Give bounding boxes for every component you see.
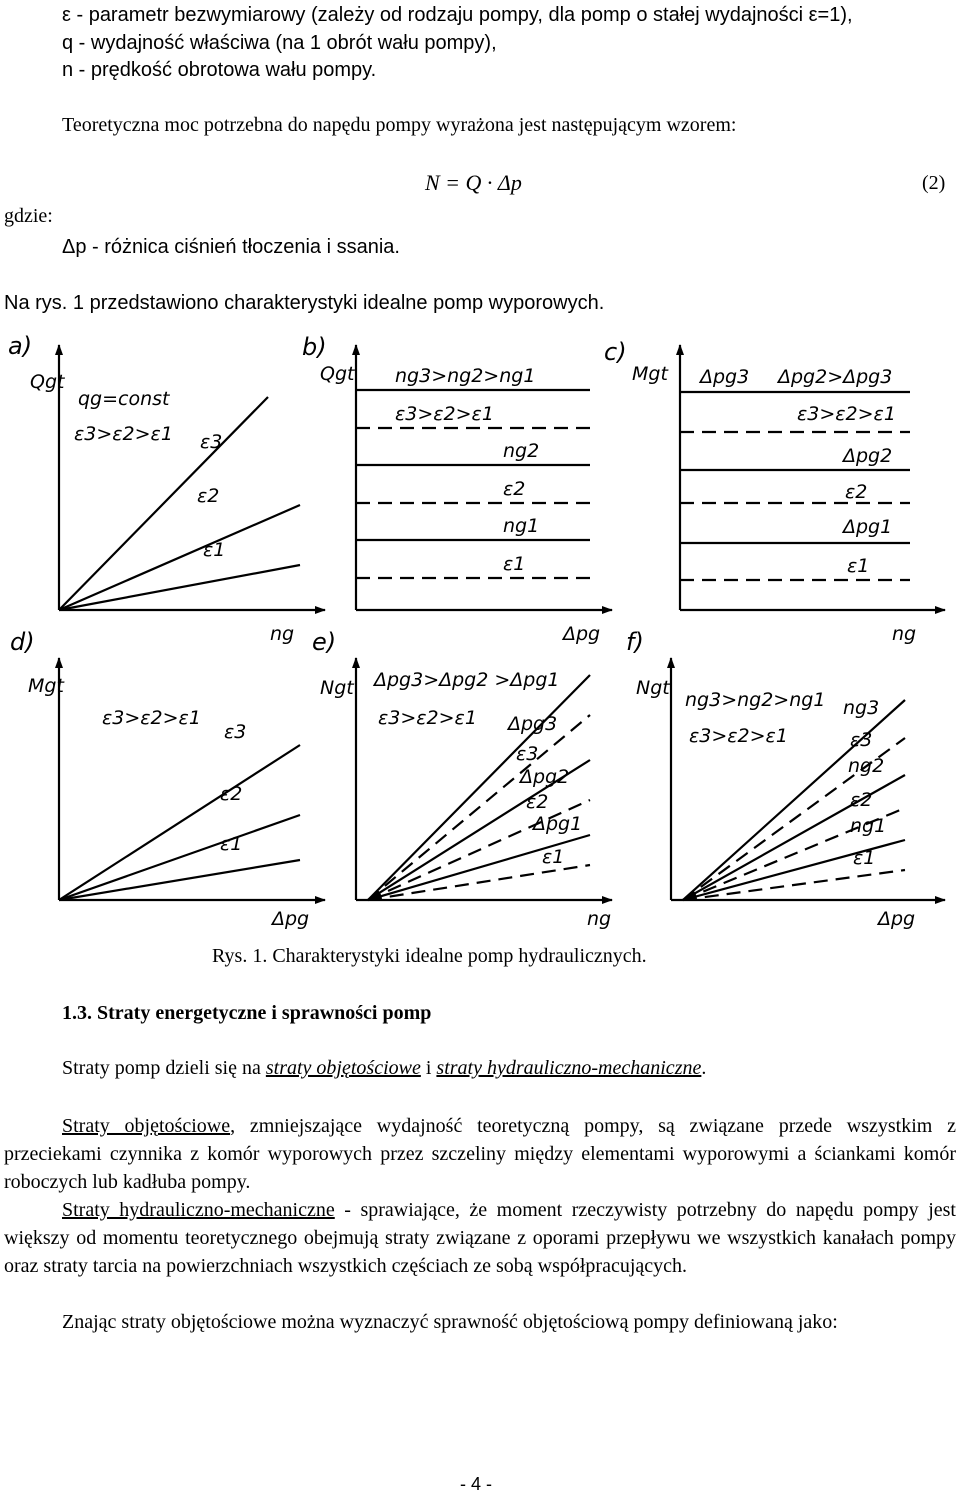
volumetric-losses-text: , zmniejszające wydajność teoretyczną pompy, są związane przede wszystkim z przeciekami czynnika z komór wyporowych przez szczeliny między elementami wyporowymi a ściankami komór roboczych lub kadłuba pompy. — [4, 1115, 956, 1193]
panel-a-note1: qg=const — [78, 388, 170, 410]
panel-f-eps1: ε1 — [853, 847, 876, 869]
panel-d-eps1: ε1 — [220, 833, 243, 855]
panel-c-dpg1: Δpg1 — [843, 516, 893, 538]
param-epsilon-line: ε - parametr bezwymiarowy (zależy od rodzaju pompy, dla pomp o stałej wydajności ε=1), — [62, 4, 853, 26]
panel-e-note1: Δpg3>Δpg2 >Δpg1 — [374, 669, 560, 691]
volumetric-losses-paragraph — [4, 1112, 956, 1196]
panel-f-eps3: ε3 — [850, 729, 873, 751]
figure-caption: Rys. 1. Charakterystyki idealne pomp hydraulicznych. — [212, 945, 647, 967]
panel-d-eps3: ε3 — [224, 721, 247, 743]
panel-f-note2: ε3>ε2>ε1 — [689, 725, 788, 747]
panel-c-note2: ε3>ε2>ε1 — [797, 403, 896, 425]
panel-e-yaxis: Ngt — [320, 677, 354, 699]
panel-b-note2: ε3>ε2>ε1 — [395, 403, 494, 425]
panel-c-eps2: ε2 — [845, 481, 868, 503]
panel-e-letter: e) — [312, 628, 337, 656]
panel-c-top1: Δpg3 — [700, 366, 750, 388]
power-intro-line: Teoretyczna moc potrzebna do napędu pompy wyrażona jest następującym wzorem: — [62, 114, 737, 136]
panel-f-xaxis-top: ng — [892, 623, 917, 645]
panel-f-letter: f) — [626, 628, 644, 656]
losses-intro-and: i — [420, 1057, 437, 1079]
losses-intro-period: . — [701, 1057, 707, 1079]
panel-f-note1: ng3>ng2>ng1 — [685, 689, 826, 711]
panel-f-ng2: ng2 — [848, 755, 885, 777]
formula: N = Q · Δp — [425, 170, 522, 195]
panel-b-ng1: ng1 — [503, 515, 540, 537]
volumetric-efficiency-paragraph: Znając straty objętościowe można wyznaczyć sprawność objętościową pompy definiowaną jako: — [62, 1311, 838, 1333]
panel-e-dpg2: Δpg2 — [520, 766, 570, 788]
panel-e-eps2: ε2 — [526, 791, 549, 813]
panel-d-eps2: ε2 — [220, 783, 243, 805]
panel-e-eps3: ε3 — [516, 743, 539, 765]
page-number: - 4 - — [460, 1474, 493, 1494]
panel-a-xaxis: ng — [270, 623, 295, 645]
panel-f-xaxis: Δpg — [878, 908, 916, 930]
panel-e-xaxis: ng — [587, 908, 612, 930]
volumetric-losses-link[interactable]: straty objętościowe — [265, 1057, 421, 1079]
panel-a-note2: ε3>ε2>ε1 — [74, 423, 173, 445]
panel-b-ng2: ng2 — [503, 440, 540, 462]
characteristics-figure — [0, 320, 960, 940]
panel-e-dpg3: Δpg3 — [508, 713, 558, 735]
panel-b-eps1: ε1 — [503, 553, 526, 575]
panel-f-ng3: ng3 — [843, 697, 880, 719]
panel-c-top2: Δpg2>Δpg3 — [778, 366, 893, 388]
panel-f-yaxis: Ngt — [636, 677, 670, 699]
panel-c-letter: c) — [604, 338, 627, 366]
dp-definition: Δp - różnica ciśnień tłoczenia i ssania. — [62, 236, 400, 258]
panel-c-eps1: ε1 — [847, 555, 870, 577]
panel-a-yaxis: Qgt — [30, 371, 65, 393]
param-n-line: n - prędkość obrotowa wału pompy. — [62, 59, 377, 81]
volumetric-losses-term: Straty objętościowe — [62, 1115, 231, 1137]
panel-d-letter: d) — [10, 628, 35, 656]
where-label: gdzie: — [4, 205, 53, 227]
panel-e-dpg1: Δpg1 — [533, 813, 583, 835]
panel-a-eps1: ε1 — [203, 539, 226, 561]
panel-c-dpg2: Δpg2 — [843, 445, 893, 467]
panel-b-eps2: ε2 — [503, 478, 526, 500]
param-q-line: q - wydajność właściwa (na 1 obrót wału pompy), — [62, 32, 497, 54]
losses-intro-text: Straty pomp dzieli się na — [62, 1057, 266, 1079]
panel-a-eps3: ε3 — [200, 431, 223, 453]
panel-e-eps1: ε1 — [542, 846, 565, 868]
formula-number: (2) — [922, 172, 946, 194]
hydromechanical-losses-text: - sprawiające, że moment rzeczywisty potrzebny do napędu pompy jest większy od momentu teoretycznego obejmują straty związane z oporami przepływu we wszystkich kanałach pompy oraz straty tarcia na powierzchniach wszystkich częściach ze sobą współpracujących. — [4, 1199, 956, 1277]
panel-d-note: ε3>ε2>ε1 — [102, 707, 201, 729]
figure-intro: Na rys. 1 przedstawiono charakterystyki idealne pomp wyporowych. — [4, 292, 605, 314]
hydromechanical-losses-link[interactable]: straty hydrauliczno-mechaniczne — [436, 1057, 702, 1079]
hydromechanical-losses-paragraph — [4, 1196, 956, 1280]
panel-c-yaxis: Mgt — [632, 363, 668, 385]
panel-d-yaxis: Mgt — [28, 675, 64, 697]
panel-e-note2: ε3>ε2>ε1 — [378, 707, 477, 729]
panel-b-yaxis: Qgt — [320, 363, 355, 385]
panel-e-xaxis-top: Δpg — [563, 623, 601, 645]
panel-a-eps2: ε2 — [197, 485, 220, 507]
panel-f-ng1: ng1 — [850, 815, 887, 837]
section-heading: 1.3. Straty energetyczne i sprawności pomp — [62, 1002, 432, 1024]
hydromechanical-losses-term: Straty hydrauliczno-mechaniczne — [62, 1199, 335, 1221]
panel-b-letter: b) — [302, 333, 327, 361]
panel-d-xaxis: Δpg — [272, 908, 310, 930]
losses-intro — [62, 1057, 706, 1080]
panel-b-note1: ng3>ng2>ng1 — [395, 365, 536, 387]
panel-a-letter: a) — [8, 332, 33, 360]
panel-f-eps2: ε2 — [850, 789, 873, 811]
